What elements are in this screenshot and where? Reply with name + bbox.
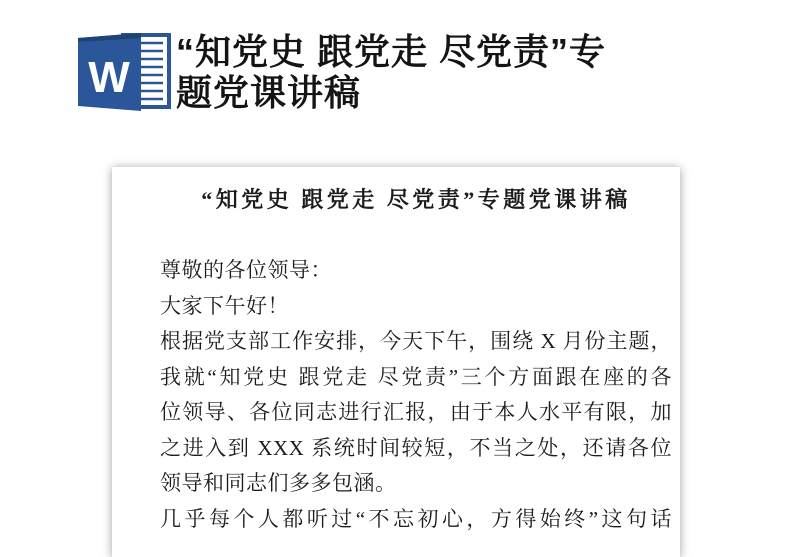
document-heading: “知党史 跟党走 尽党责”专题党课讲稿 (201, 187, 631, 212)
document-line: 之进入到 XXX 系统时间较短，不当之处，还请各位 (160, 435, 672, 460)
document-line: 尊敬的各位领导： (160, 258, 332, 282)
document-line: 根据党支部工作安排，今天下午，围绕 X 月份主题， (160, 329, 672, 353)
document-line: 位领导、各位同志进行汇报，由于本人水平有限，加 (160, 400, 672, 424)
document-line: 几乎每个人都听过“不忘初心，方得始终”这句话 (160, 506, 672, 531)
page-title-line-1: “知党史 跟党走 尽党责”专 (176, 31, 607, 72)
word-icon-letter: W (88, 53, 130, 102)
document-line: 领导和同志们多多包涵。 (160, 471, 397, 495)
word-icon (76, 30, 172, 114)
document-line: 大家下午好！ (160, 293, 289, 318)
document-content (112, 167, 680, 537)
page-title-line-2: 题党课讲稿 (176, 72, 362, 113)
header (0, 0, 800, 140)
page-title (176, 31, 696, 113)
document-line: 我就“知党史 跟党走 尽党责”三个方面跟在座的各 (160, 364, 672, 389)
document-preview-page[interactable] (112, 167, 680, 557)
document-body (160, 253, 672, 537)
